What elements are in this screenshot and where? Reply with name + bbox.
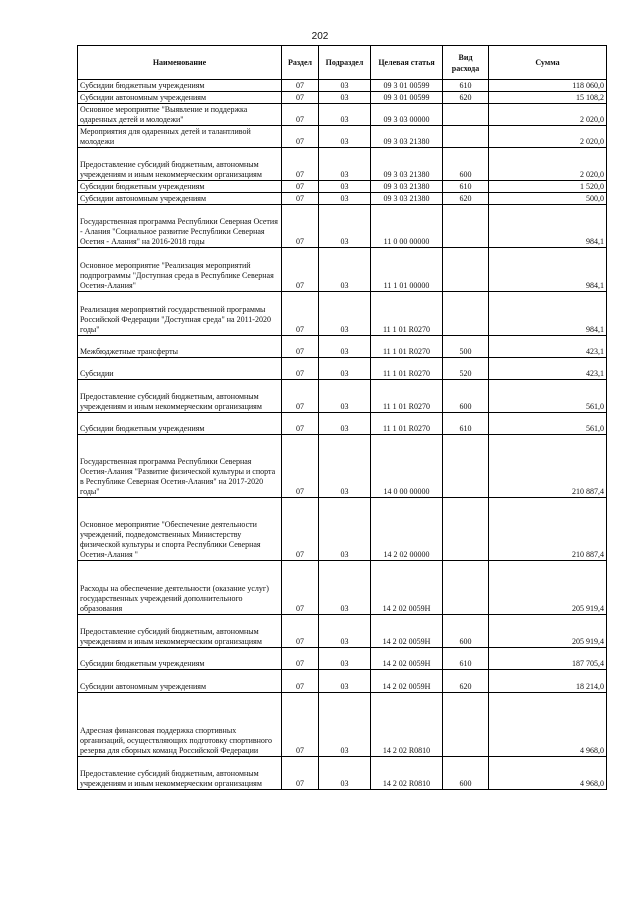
cell-sum: 205 919,4 (489, 615, 607, 648)
cell-sum: 118 060,0 (489, 80, 607, 92)
cell-name: Адресная финансовая поддержка спортивных организаций, осуществляющих подготовку спортивного резерва для сборных команд Российской Федерации (78, 693, 282, 757)
cell-section: 07 (282, 104, 319, 126)
cell-subsection: 03 (319, 205, 371, 248)
cell-name: Основное мероприятие "Реализация мероприятий подпрограммы "Доступная среда в Республике Северная Осетия-Алания" (78, 248, 282, 292)
table-row (78, 358, 607, 380)
cell-name: Субсидии (78, 358, 282, 380)
cell-type (443, 104, 489, 126)
cell-name: Основное мероприятие "Обеспечение деятельности учреждений, подведомственных Министерству физической культуры и спорта Республики Северная Осетия-Алания " (78, 498, 282, 561)
cell-name: Субсидии автономным учреждениям (78, 670, 282, 693)
cell-type: 610 (443, 413, 489, 435)
cell-subsection: 03 (319, 648, 371, 670)
cell-type: 600 (443, 148, 489, 181)
cell-section: 07 (282, 757, 319, 790)
cell-sum: 210 887,4 (489, 435, 607, 498)
table-row (78, 413, 607, 435)
table-row (78, 336, 607, 358)
table-row (78, 435, 607, 498)
page-number: 202 (311, 31, 329, 42)
cell-target: 09 3 03 21380 (371, 193, 443, 205)
cell-section: 07 (282, 615, 319, 648)
cell-subsection: 03 (319, 561, 371, 615)
cell-sum: 2 020,0 (489, 104, 607, 126)
cell-type (443, 248, 489, 292)
cell-name: Расходы на обеспечение деятельности (оказание услуг) государственных учреждений дополнительного образования (78, 561, 282, 615)
cell-target: 09 3 03 21380 (371, 126, 443, 148)
cell-type (443, 435, 489, 498)
cell-subsection: 03 (319, 80, 371, 92)
cell-section: 07 (282, 358, 319, 380)
cell-type: 610 (443, 80, 489, 92)
table-row (78, 104, 607, 126)
cell-type: 610 (443, 648, 489, 670)
cell-sum: 4 968,0 (489, 693, 607, 757)
cell-target: 14 0 00 00000 (371, 435, 443, 498)
cell-name: Предоставление субсидий бюджетным, автономным учреждениям и иным некоммерческим организациям (78, 148, 282, 181)
cell-target: 09 3 03 21380 (371, 181, 443, 193)
cell-section: 07 (282, 336, 319, 358)
cell-type: 620 (443, 670, 489, 693)
cell-target: 11 1 01 00000 (371, 248, 443, 292)
cell-target: 09 3 01 00599 (371, 80, 443, 92)
cell-section: 07 (282, 648, 319, 670)
cell-section: 07 (282, 193, 319, 205)
cell-target: 14 2 02 0059Н (371, 648, 443, 670)
cell-section: 07 (282, 693, 319, 757)
cell-subsection: 03 (319, 380, 371, 413)
cell-section: 07 (282, 248, 319, 292)
cell-sum: 205 919,4 (489, 561, 607, 615)
cell-sum: 561,0 (489, 380, 607, 413)
cell-section: 07 (282, 126, 319, 148)
table-row (78, 92, 607, 104)
cell-name: Субсидии автономным учреждениям (78, 92, 282, 104)
cell-subsection: 03 (319, 615, 371, 648)
cell-sum: 18 214,0 (489, 670, 607, 693)
cell-type (443, 693, 489, 757)
table-row (78, 292, 607, 336)
cell-name: Основное мероприятие "Выявление и поддержка одаренных детей и молодежи" (78, 104, 282, 126)
cell-target: 14 2 02 0059Н (371, 561, 443, 615)
cell-section: 07 (282, 148, 319, 181)
table-row (78, 561, 607, 615)
cell-name: Субсидии бюджетным учреждениям (78, 80, 282, 92)
cell-target: 14 2 02 R0810 (371, 757, 443, 790)
header-type: Вид расхода (443, 46, 489, 80)
table-row (78, 757, 607, 790)
cell-name: Государственная программа Республики Северная Осетия-Алания "Развитие физической культуры и спорта в Республике Северная Осетия-Алания" на 2017-2020 годы" (78, 435, 282, 498)
cell-section: 07 (282, 181, 319, 193)
cell-subsection: 03 (319, 757, 371, 790)
cell-sum: 2 020,0 (489, 126, 607, 148)
cell-target: 11 1 01 R0270 (371, 358, 443, 380)
table-row (78, 80, 607, 92)
cell-name: Предоставление субсидий бюджетным, автономным учреждениям и иным некоммерческим организациям (78, 380, 282, 413)
cell-type: 600 (443, 615, 489, 648)
table-row (78, 181, 607, 193)
header-subsection: Подраздел (319, 46, 371, 80)
cell-target: 11 1 01 R0270 (371, 292, 443, 336)
cell-subsection: 03 (319, 358, 371, 380)
cell-sum: 187 705,4 (489, 648, 607, 670)
cell-section: 07 (282, 292, 319, 336)
cell-name: Субсидии бюджетным учреждениям (78, 181, 282, 193)
cell-subsection: 03 (319, 181, 371, 193)
cell-sum: 1 520,0 (489, 181, 607, 193)
cell-type (443, 292, 489, 336)
cell-subsection: 03 (319, 148, 371, 181)
cell-type (443, 561, 489, 615)
cell-type (443, 205, 489, 248)
cell-section: 07 (282, 80, 319, 92)
cell-type: 600 (443, 757, 489, 790)
cell-target: 14 2 02 0059Н (371, 670, 443, 693)
cell-sum: 984,1 (489, 248, 607, 292)
table-row (78, 380, 607, 413)
cell-target: 09 3 03 21380 (371, 148, 443, 181)
table-row (78, 126, 607, 148)
cell-subsection: 03 (319, 693, 371, 757)
cell-type (443, 126, 489, 148)
cell-section: 07 (282, 561, 319, 615)
cell-type: 500 (443, 336, 489, 358)
budget-table (77, 45, 607, 790)
cell-subsection: 03 (319, 104, 371, 126)
cell-type: 610 (443, 181, 489, 193)
cell-name: Мероприятия для одаренных детей и талантливой молодежи (78, 126, 282, 148)
cell-subsection: 03 (319, 435, 371, 498)
cell-type: 620 (443, 92, 489, 104)
cell-sum: 561,0 (489, 413, 607, 435)
cell-sum: 4 968,0 (489, 757, 607, 790)
cell-target: 14 2 02 0059Н (371, 615, 443, 648)
cell-subsection: 03 (319, 336, 371, 358)
cell-target: 09 3 03 00000 (371, 104, 443, 126)
cell-target: 11 1 01 R0270 (371, 336, 443, 358)
cell-subsection: 03 (319, 498, 371, 561)
cell-subsection: 03 (319, 248, 371, 292)
table-header-row (78, 46, 607, 80)
cell-target: 11 1 01 R0270 (371, 413, 443, 435)
header-sum: Сумма (489, 46, 607, 80)
cell-name: Предоставление субсидий бюджетным, автономным учреждениям и иным некоммерческим организациям (78, 757, 282, 790)
header-target: Целевая статья (371, 46, 443, 80)
header-section: Раздел (282, 46, 319, 80)
cell-name: Государственная программа Республики Северная Осетия - Алания "Социальное развитие Республики Северная Осетия - Алания" на 2016-2018 годы (78, 205, 282, 248)
cell-target: 14 2 02 R0810 (371, 693, 443, 757)
cell-name: Предоставление субсидий бюджетным, автономным учреждениям и иным некоммерческим организациям (78, 615, 282, 648)
cell-subsection: 03 (319, 126, 371, 148)
cell-type: 620 (443, 193, 489, 205)
cell-subsection: 03 (319, 193, 371, 205)
cell-section: 07 (282, 92, 319, 104)
cell-sum: 984,1 (489, 292, 607, 336)
table-row (78, 148, 607, 181)
cell-sum: 15 108,2 (489, 92, 607, 104)
table-row (78, 615, 607, 648)
cell-subsection: 03 (319, 292, 371, 336)
cell-subsection: 03 (319, 92, 371, 104)
cell-type (443, 498, 489, 561)
cell-section: 07 (282, 205, 319, 248)
cell-sum: 423,1 (489, 336, 607, 358)
cell-subsection: 03 (319, 413, 371, 435)
cell-sum: 984,1 (489, 205, 607, 248)
cell-sum: 2 020,0 (489, 148, 607, 181)
header-name: Наименование (78, 46, 282, 80)
cell-type: 600 (443, 380, 489, 413)
table-row (78, 693, 607, 757)
cell-target: 11 0 00 00000 (371, 205, 443, 248)
table-row (78, 648, 607, 670)
cell-subsection: 03 (319, 670, 371, 693)
table-row (78, 193, 607, 205)
cell-section: 07 (282, 413, 319, 435)
table-row (78, 670, 607, 693)
cell-name: Межбюджетные трансферты (78, 336, 282, 358)
cell-target: 11 1 01 R0270 (371, 380, 443, 413)
cell-sum: 423,1 (489, 358, 607, 380)
table-row (78, 248, 607, 292)
table-row (78, 498, 607, 561)
table-body (78, 80, 607, 790)
cell-name: Субсидии автономным учреждениям (78, 193, 282, 205)
cell-name: Субсидии бюджетным учреждениям (78, 413, 282, 435)
cell-name: Субсидии бюджетным учреждениям (78, 648, 282, 670)
cell-section: 07 (282, 498, 319, 561)
cell-section: 07 (282, 670, 319, 693)
cell-type: 520 (443, 358, 489, 380)
cell-target: 09 3 01 00599 (371, 92, 443, 104)
table-row (78, 205, 607, 248)
cell-sum: 500,0 (489, 193, 607, 205)
cell-name: Реализация мероприятий государственной программы Российской Федерации "Доступная среда" на 2011-2020 годы" (78, 292, 282, 336)
cell-target: 14 2 02 00000 (371, 498, 443, 561)
cell-section: 07 (282, 380, 319, 413)
cell-section: 07 (282, 435, 319, 498)
cell-sum: 210 887,4 (489, 498, 607, 561)
